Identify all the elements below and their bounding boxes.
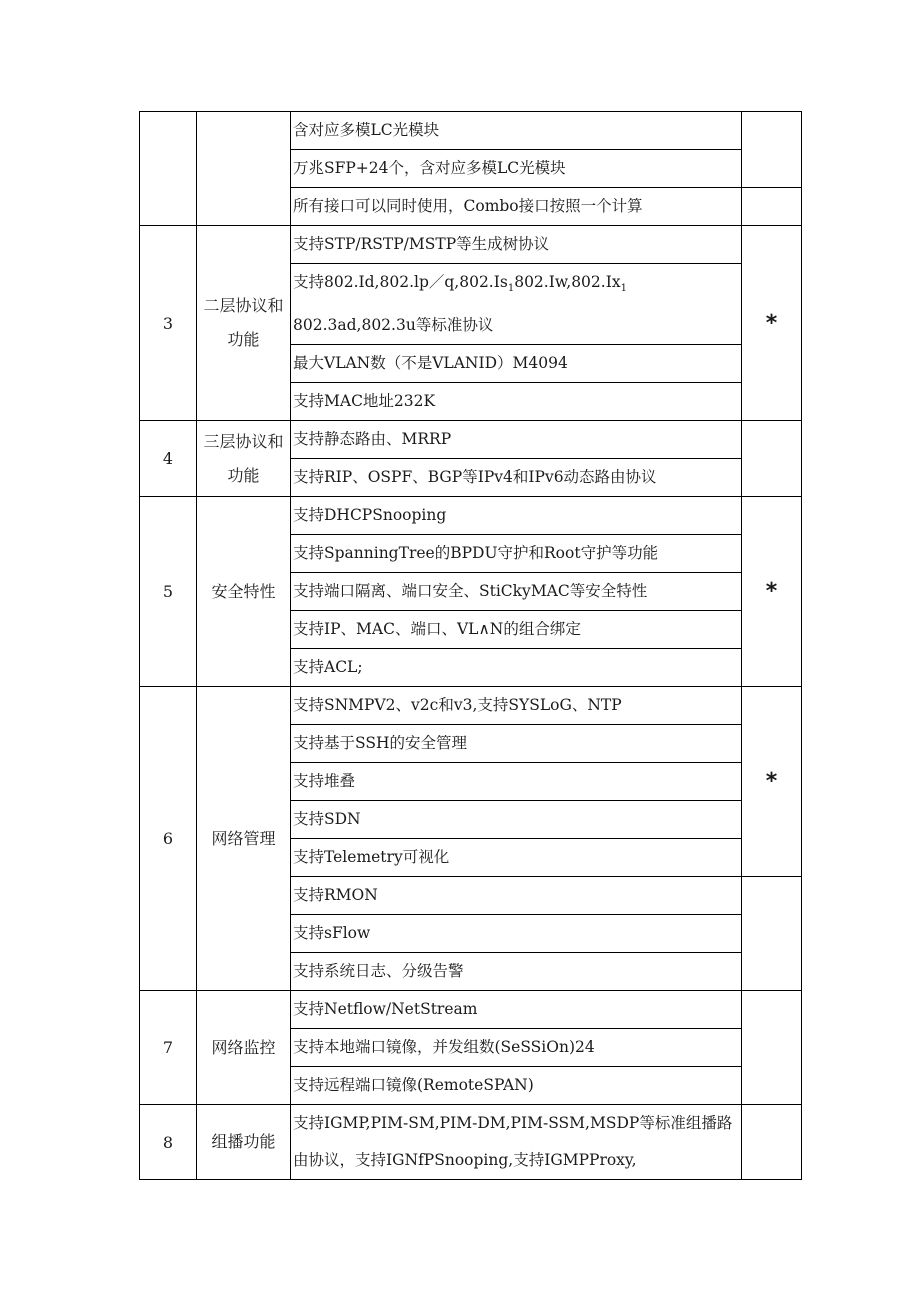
requirement-cell: 支持Telemetry可视化	[291, 839, 742, 877]
requirement-cell: 支持远程端口镜像(RemoteSPAN)	[291, 1067, 742, 1105]
requirement-cell	[291, 264, 742, 345]
requirement-cell: 支持IP、MAC、端口、VL∧N的组合绑定	[291, 611, 742, 649]
requirement-text: 802.3ad,802.3u等标准协议	[293, 316, 494, 335]
item-name: 网络管理	[197, 687, 291, 991]
mark-cell	[742, 188, 802, 226]
requirement-cell: 最大VLAN数（不是VLANID）M4094	[291, 345, 742, 383]
requirement-cell: 支持静态路由、MRRP	[291, 421, 742, 459]
required-mark: *	[742, 497, 802, 687]
number-cell	[140, 112, 197, 226]
requirement-cell: 支持系统日志、分级告警	[291, 953, 742, 991]
requirement-text: 支持802.Id,802.lp／q,802.Is	[293, 273, 508, 291]
requirement-cell: 支持MAC地址232K	[291, 383, 742, 421]
requirement-cell: 支持ACL;	[291, 649, 742, 687]
requirement-cell: 所有接口可以同时使用，Combo接口按照一个计算	[291, 188, 742, 226]
requirement-cell: 支持IGMP,PIM-SM,PIM-DM,PIM-SSM,MSDP等标准组播路由协议，支持IGNfPSnooping,支持IGMPProxy,	[291, 1105, 742, 1180]
subscript: 1	[507, 283, 515, 295]
requirement-cell: 支持Netflow/NetStream	[291, 991, 742, 1029]
row-number: 6	[140, 687, 197, 991]
item-name: 安全特性	[197, 497, 291, 687]
mark-cell	[742, 421, 802, 497]
requirement-cell: 支持基于SSH的安全管理	[291, 725, 742, 763]
required-mark: *	[742, 226, 802, 421]
spec-table	[139, 111, 802, 1180]
item-name: 二层协议和功能	[197, 226, 291, 421]
item-cell	[197, 112, 291, 226]
required-mark: *	[742, 687, 802, 877]
requirement-cell: 万兆SFP+24个，含对应多模LC光模块	[291, 150, 742, 188]
row-number: 7	[140, 991, 197, 1105]
requirement-cell: 支持堆叠	[291, 763, 742, 801]
requirement-cell: 支持DHCPSnooping	[291, 497, 742, 535]
mark-cell	[742, 991, 802, 1105]
requirement-cell: 支持端口隔离、端口安全、StiCkyMAC等安全特性	[291, 573, 742, 611]
row-number: 8	[140, 1105, 197, 1180]
row-number: 5	[140, 497, 197, 687]
item-name: 组播功能	[197, 1105, 291, 1180]
requirement-cell: 支持本地端口镜像，并发组数(SeSSiOn)24	[291, 1029, 742, 1067]
requirement-text: 802.Iw,802.Ix	[514, 273, 621, 291]
mark-cell	[742, 1105, 802, 1180]
row-number: 4	[140, 421, 197, 497]
requirement-cell: 支持RMON	[291, 877, 742, 915]
requirement-cell: 支持SNMPV2、v2c和v3,支持SYSLoG、NTP	[291, 687, 742, 725]
requirement-cell: 支持STP/RSTP/MSTP等生成树协议	[291, 226, 742, 264]
requirement-cell: 支持SpanningTree的BPDU守护和Root守护等功能	[291, 535, 742, 573]
requirement-cell: 支持sFlow	[291, 915, 742, 953]
item-name: 网络监控	[197, 991, 291, 1105]
item-name: 三层协议和功能	[197, 421, 291, 497]
mark-cell	[742, 877, 802, 991]
mark-cell	[742, 112, 802, 188]
requirement-cell: 含对应多模LC光模块	[291, 112, 742, 150]
subscript: 1	[620, 283, 627, 295]
row-number: 3	[140, 226, 197, 421]
requirement-cell: 支持RIP、OSPF、BGP等IPv4和IPv6动态路由协议	[291, 459, 742, 497]
requirement-cell: 支持SDN	[291, 801, 742, 839]
